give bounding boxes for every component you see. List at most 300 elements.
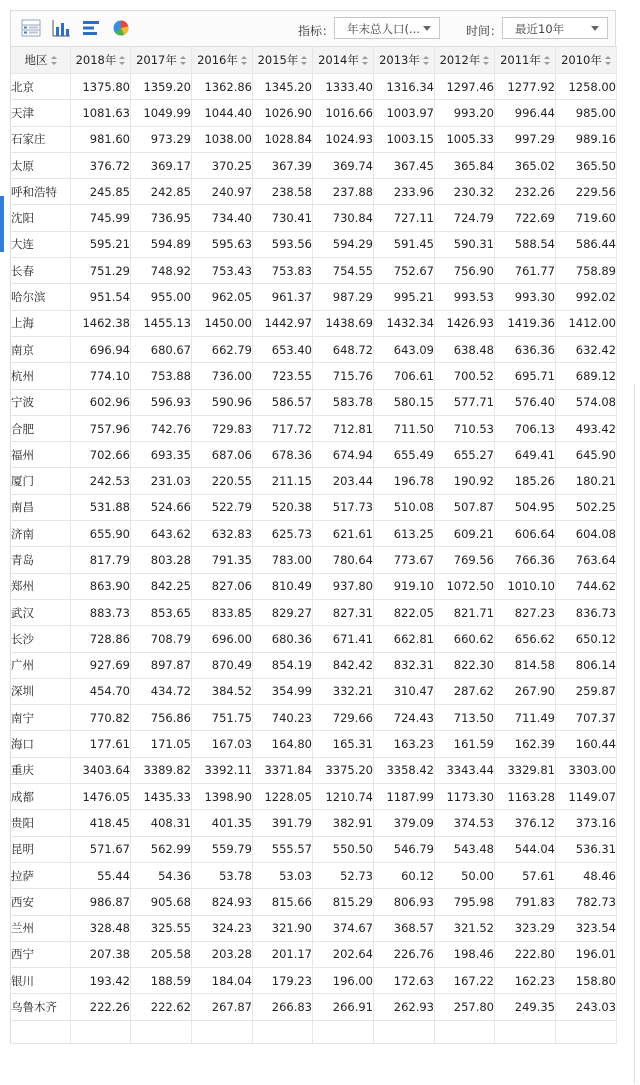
time-select-value: 最近10年 xyxy=(515,22,565,36)
region-cell: 成都 xyxy=(11,784,71,810)
value-cell: 207.38 xyxy=(71,941,131,967)
value-cell: 655.90 xyxy=(71,521,131,547)
value-cell: 719.60 xyxy=(556,205,617,231)
table-row xyxy=(11,626,617,652)
value-cell: 632.42 xyxy=(556,336,617,362)
value-cell: 742.76 xyxy=(131,415,192,441)
value-cell: 332.21 xyxy=(313,678,374,704)
value-cell: 418.45 xyxy=(71,810,131,836)
value-cell: 203.28 xyxy=(192,941,253,967)
region-cell: 银川 xyxy=(11,968,71,994)
value-cell: 376.12 xyxy=(495,810,556,836)
value-cell: 367.45 xyxy=(374,152,435,178)
table-row-empty xyxy=(11,1020,617,1043)
value-cell: 744.62 xyxy=(556,573,617,599)
value-cell: 648.72 xyxy=(313,336,374,362)
column-header-region[interactable] xyxy=(11,47,71,74)
column-header-label: 2018年 xyxy=(75,53,117,67)
value-cell: 233.96 xyxy=(374,179,435,205)
value-cell: 897.87 xyxy=(131,652,192,678)
value-cell: 1173.30 xyxy=(435,784,495,810)
value-cell: 649.41 xyxy=(495,442,556,468)
value-cell: 167.03 xyxy=(192,731,253,757)
indicator-select-value: 年末总人口(... xyxy=(347,22,420,36)
region-cell: 长沙 xyxy=(11,626,71,652)
value-cell: 769.56 xyxy=(435,547,495,573)
table-row xyxy=(11,889,617,915)
chevron-down-icon xyxy=(591,26,599,31)
value-cell: 806.93 xyxy=(374,889,435,915)
column-header-year[interactable] xyxy=(313,47,374,74)
value-cell: 962.05 xyxy=(192,284,253,310)
value-cell: 689.12 xyxy=(556,363,617,389)
value-cell: 524.66 xyxy=(131,494,192,520)
value-cell: 196.78 xyxy=(374,468,435,494)
value-cell: 550.50 xyxy=(313,836,374,862)
value-cell: 583.78 xyxy=(313,389,374,415)
empty-cell xyxy=(495,1020,556,1043)
region-cell: 济南 xyxy=(11,521,71,547)
value-cell: 696.94 xyxy=(71,336,131,362)
value-cell: 3375.20 xyxy=(313,757,374,783)
value-cell: 1003.97 xyxy=(374,100,435,126)
region-cell: 宁波 xyxy=(11,389,71,415)
value-cell: 842.42 xyxy=(313,652,374,678)
value-cell: 193.42 xyxy=(71,968,131,994)
region-cell: 沈阳 xyxy=(11,205,71,231)
sort-icon[interactable] xyxy=(301,56,307,65)
region-cell: 太原 xyxy=(11,152,71,178)
value-cell: 369.17 xyxy=(131,152,192,178)
value-cell: 243.03 xyxy=(556,994,617,1020)
value-cell: 1010.10 xyxy=(495,573,556,599)
value-cell: 321.52 xyxy=(435,915,495,941)
value-cell: 522.79 xyxy=(192,494,253,520)
value-cell: 373.16 xyxy=(556,810,617,836)
column-header-year[interactable] xyxy=(435,47,495,74)
table-row xyxy=(11,74,617,100)
sort-icon[interactable] xyxy=(605,56,611,65)
value-cell: 1003.15 xyxy=(374,126,435,152)
value-cell: 815.66 xyxy=(253,889,313,915)
value-cell: 625.73 xyxy=(253,521,313,547)
value-cell: 242.53 xyxy=(71,468,131,494)
value-cell: 196.01 xyxy=(556,941,617,967)
column-header-label: 2017年 xyxy=(136,53,177,67)
value-cell: 713.50 xyxy=(435,705,495,731)
value-cell: 761.77 xyxy=(495,258,556,284)
value-cell: 729.83 xyxy=(192,415,253,441)
value-cell: 700.52 xyxy=(435,363,495,389)
value-cell: 636.36 xyxy=(495,336,556,362)
column-header-label: 2010年 xyxy=(561,53,602,67)
region-cell: 西宁 xyxy=(11,941,71,967)
column-header-year[interactable] xyxy=(131,47,192,74)
value-cell: 574.08 xyxy=(556,389,617,415)
region-cell: 深圳 xyxy=(11,678,71,704)
value-cell: 680.67 xyxy=(131,336,192,362)
table-row xyxy=(11,231,617,257)
value-cell: 832.31 xyxy=(374,652,435,678)
bar-chart-icon[interactable] xyxy=(51,19,71,37)
value-cell: 586.57 xyxy=(253,389,313,415)
value-cell: 992.02 xyxy=(556,284,617,310)
value-cell: 562.99 xyxy=(131,836,192,862)
value-cell: 854.19 xyxy=(253,652,313,678)
value-cell: 706.13 xyxy=(495,415,556,441)
sort-icon[interactable] xyxy=(241,56,247,65)
value-cell: 1228.05 xyxy=(253,784,313,810)
region-cell: 郑州 xyxy=(11,573,71,599)
side-tab-indicator[interactable] xyxy=(0,196,4,252)
value-cell: 748.92 xyxy=(131,258,192,284)
value-cell: 1049.99 xyxy=(131,100,192,126)
horizontal-bar-chart-icon[interactable] xyxy=(81,19,101,37)
region-cell: 贵阳 xyxy=(11,810,71,836)
value-cell: 287.62 xyxy=(435,678,495,704)
table-row xyxy=(11,100,617,126)
value-cell: 596.93 xyxy=(131,389,192,415)
value-cell: 544.04 xyxy=(495,836,556,862)
region-cell: 兰州 xyxy=(11,915,71,941)
value-cell: 791.83 xyxy=(495,889,556,915)
value-cell: 57.61 xyxy=(495,862,556,888)
value-cell: 1442.97 xyxy=(253,310,313,336)
value-cell: 951.54 xyxy=(71,284,131,310)
value-cell: 158.80 xyxy=(556,968,617,994)
value-cell: 520.38 xyxy=(253,494,313,520)
value-cell: 324.23 xyxy=(192,915,253,941)
value-cell: 172.63 xyxy=(374,968,435,994)
value-cell: 3303.00 xyxy=(556,757,617,783)
value-cell: 650.12 xyxy=(556,626,617,652)
region-cell: 广州 xyxy=(11,652,71,678)
sort-icon[interactable] xyxy=(119,56,125,65)
value-cell: 267.90 xyxy=(495,678,556,704)
column-header-year[interactable] xyxy=(253,47,313,74)
table-row xyxy=(11,731,617,757)
value-cell: 662.79 xyxy=(192,336,253,362)
time-label: 时间： xyxy=(466,24,503,38)
table-row xyxy=(11,941,617,967)
value-cell: 3403.64 xyxy=(71,757,131,783)
region-cell: 哈尔滨 xyxy=(11,284,71,310)
value-cell: 588.54 xyxy=(495,231,556,257)
column-header-label: 2011年 xyxy=(500,53,541,67)
value-cell: 638.48 xyxy=(435,336,495,362)
value-cell: 171.05 xyxy=(131,731,192,757)
value-cell: 724.79 xyxy=(435,205,495,231)
region-cell: 合肥 xyxy=(11,415,71,441)
empty-cell xyxy=(192,1020,253,1043)
region-cell: 北京 xyxy=(11,74,71,100)
value-cell: 927.69 xyxy=(71,652,131,678)
value-cell: 368.57 xyxy=(374,915,435,941)
table-row xyxy=(11,521,617,547)
value-cell: 594.29 xyxy=(313,231,374,257)
value-cell: 1297.46 xyxy=(435,74,495,100)
value-cell: 257.80 xyxy=(435,994,495,1020)
value-cell: 752.67 xyxy=(374,258,435,284)
value-cell: 238.58 xyxy=(253,179,313,205)
value-cell: 237.88 xyxy=(313,179,374,205)
value-cell: 757.96 xyxy=(71,415,131,441)
value-cell: 384.52 xyxy=(192,678,253,704)
value-cell: 905.68 xyxy=(131,889,192,915)
value-cell: 643.09 xyxy=(374,336,435,362)
value-cell: 3329.81 xyxy=(495,757,556,783)
value-cell: 226.76 xyxy=(374,941,435,967)
value-cell: 54.36 xyxy=(131,862,192,888)
table-row xyxy=(11,678,617,704)
value-cell: 770.82 xyxy=(71,705,131,731)
value-cell: 937.80 xyxy=(313,573,374,599)
value-cell: 653.40 xyxy=(253,336,313,362)
value-cell: 763.64 xyxy=(556,547,617,573)
value-cell: 1398.90 xyxy=(192,784,253,810)
value-cell: 1005.33 xyxy=(435,126,495,152)
sort-icon[interactable] xyxy=(51,56,57,65)
value-cell: 995.21 xyxy=(374,284,435,310)
value-cell: 198.46 xyxy=(435,941,495,967)
value-cell: 602.96 xyxy=(71,389,131,415)
region-cell: 长春 xyxy=(11,258,71,284)
value-cell: 543.48 xyxy=(435,836,495,862)
region-cell: 石家庄 xyxy=(11,126,71,152)
value-cell: 55.44 xyxy=(71,862,131,888)
value-cell: 328.48 xyxy=(71,915,131,941)
value-cell: 590.96 xyxy=(192,389,253,415)
value-cell: 604.08 xyxy=(556,521,617,547)
value-cell: 680.36 xyxy=(253,626,313,652)
empty-cell xyxy=(11,1020,71,1043)
value-cell: 715.76 xyxy=(313,363,374,389)
sort-icon[interactable] xyxy=(423,56,429,65)
column-header-label: 2015年 xyxy=(257,53,299,67)
table-row xyxy=(11,599,617,625)
value-cell: 591.45 xyxy=(374,231,435,257)
value-cell: 188.59 xyxy=(131,968,192,994)
value-cell: 993.30 xyxy=(495,284,556,310)
value-cell: 576.40 xyxy=(495,389,556,415)
value-cell: 722.69 xyxy=(495,205,556,231)
value-cell: 577.71 xyxy=(435,389,495,415)
value-cell: 48.46 xyxy=(556,862,617,888)
value-cell: 740.23 xyxy=(253,705,313,731)
table-row xyxy=(11,705,617,731)
pie-chart-icon[interactable] xyxy=(111,19,131,37)
region-cell: 大连 xyxy=(11,231,71,257)
scroll-edge xyxy=(634,384,635,1084)
value-cell: 824.93 xyxy=(192,889,253,915)
column-header-label: 2014年 xyxy=(318,53,359,67)
region-cell: 南京 xyxy=(11,336,71,362)
value-cell: 774.10 xyxy=(71,363,131,389)
empty-cell xyxy=(313,1020,374,1043)
value-cell: 595.21 xyxy=(71,231,131,257)
sort-icon[interactable] xyxy=(483,56,489,65)
column-header-year[interactable] xyxy=(71,47,131,74)
value-cell: 973.29 xyxy=(131,126,192,152)
value-cell: 810.49 xyxy=(253,573,313,599)
value-cell: 1455.13 xyxy=(131,310,192,336)
value-cell: 507.87 xyxy=(435,494,495,520)
value-cell: 829.27 xyxy=(253,599,313,625)
value-cell: 1044.40 xyxy=(192,100,253,126)
value-cell: 586.44 xyxy=(556,231,617,257)
value-cell: 1375.80 xyxy=(71,74,131,100)
value-cell: 662.81 xyxy=(374,626,435,652)
value-cell: 323.54 xyxy=(556,915,617,941)
value-cell: 660.62 xyxy=(435,626,495,652)
column-header-year[interactable] xyxy=(374,47,435,74)
table-row xyxy=(11,810,617,836)
column-header-label: 2016年 xyxy=(197,53,238,67)
value-cell: 571.67 xyxy=(71,836,131,862)
value-cell: 365.84 xyxy=(435,152,495,178)
sort-icon[interactable] xyxy=(180,56,186,65)
column-header-year[interactable] xyxy=(556,47,617,74)
value-cell: 202.64 xyxy=(313,941,374,967)
region-cell: 南宁 xyxy=(11,705,71,731)
value-cell: 756.86 xyxy=(131,705,192,731)
region-cell: 武汉 xyxy=(11,599,71,625)
value-cell: 791.35 xyxy=(192,547,253,573)
value-cell: 240.97 xyxy=(192,179,253,205)
value-cell: 1277.92 xyxy=(495,74,556,100)
value-cell: 821.71 xyxy=(435,599,495,625)
value-cell: 510.08 xyxy=(374,494,435,520)
value-cell: 259.87 xyxy=(556,678,617,704)
value-cell: 434.72 xyxy=(131,678,192,704)
value-cell: 184.04 xyxy=(192,968,253,994)
indicator-select[interactable] xyxy=(334,17,440,39)
value-cell: 782.73 xyxy=(556,889,617,915)
value-cell: 1419.36 xyxy=(495,310,556,336)
empty-cell xyxy=(435,1020,495,1043)
value-cell: 203.44 xyxy=(313,468,374,494)
value-cell: 220.55 xyxy=(192,468,253,494)
value-cell: 323.29 xyxy=(495,915,556,941)
value-cell: 391.79 xyxy=(253,810,313,836)
value-cell: 382.91 xyxy=(313,810,374,836)
value-cell: 745.99 xyxy=(71,205,131,231)
value-cell: 205.58 xyxy=(131,941,192,967)
value-cell: 736.95 xyxy=(131,205,192,231)
sort-icon[interactable] xyxy=(544,56,550,65)
value-cell: 593.56 xyxy=(253,231,313,257)
table-row xyxy=(11,336,617,362)
value-cell: 454.70 xyxy=(71,678,131,704)
value-cell: 870.49 xyxy=(192,652,253,678)
chevron-down-icon xyxy=(423,26,431,31)
value-cell: 504.95 xyxy=(495,494,556,520)
table-row xyxy=(11,547,617,573)
value-cell: 1038.00 xyxy=(192,126,253,152)
value-cell: 369.74 xyxy=(313,152,374,178)
value-cell: 517.73 xyxy=(313,494,374,520)
value-cell: 162.39 xyxy=(495,731,556,757)
population-table xyxy=(10,46,617,1044)
value-cell: 836.73 xyxy=(556,599,617,625)
region-cell: 福州 xyxy=(11,442,71,468)
value-cell: 734.40 xyxy=(192,205,253,231)
value-cell: 795.98 xyxy=(435,889,495,915)
value-cell: 806.14 xyxy=(556,652,617,678)
value-cell: 621.61 xyxy=(313,521,374,547)
value-cell: 201.17 xyxy=(253,941,313,967)
table-row xyxy=(11,205,617,231)
value-cell: 52.73 xyxy=(313,862,374,888)
value-cell: 997.29 xyxy=(495,126,556,152)
value-cell: 711.50 xyxy=(374,415,435,441)
value-cell: 245.85 xyxy=(71,179,131,205)
sort-icon[interactable] xyxy=(362,56,368,65)
table-view-icon[interactable] xyxy=(21,19,41,37)
value-cell: 267.87 xyxy=(192,994,253,1020)
value-cell: 53.03 xyxy=(253,862,313,888)
table-row xyxy=(11,784,617,810)
value-cell: 1333.40 xyxy=(313,74,374,100)
table-row xyxy=(11,442,617,468)
table-row xyxy=(11,994,617,1020)
region-cell: 呼和浩特 xyxy=(11,179,71,205)
table-row xyxy=(11,389,617,415)
value-cell: 232.26 xyxy=(495,179,556,205)
value-cell: 493.42 xyxy=(556,415,617,441)
table-row xyxy=(11,757,617,783)
region-cell: 厦门 xyxy=(11,468,71,494)
value-cell: 408.31 xyxy=(131,810,192,836)
value-cell: 164.80 xyxy=(253,731,313,757)
indicator-label: 指标： xyxy=(298,24,335,38)
value-cell: 955.00 xyxy=(131,284,192,310)
value-cell: 1258.00 xyxy=(556,74,617,100)
value-cell: 1081.63 xyxy=(71,100,131,126)
value-cell: 222.26 xyxy=(71,994,131,1020)
value-cell: 50.00 xyxy=(435,862,495,888)
value-cell: 753.83 xyxy=(253,258,313,284)
value-cell: 242.85 xyxy=(131,179,192,205)
value-cell: 230.32 xyxy=(435,179,495,205)
region-cell: 青岛 xyxy=(11,547,71,573)
value-cell: 724.43 xyxy=(374,705,435,731)
value-cell: 231.03 xyxy=(131,468,192,494)
time-select[interactable] xyxy=(502,17,608,39)
value-cell: 180.21 xyxy=(556,468,617,494)
value-cell: 1345.20 xyxy=(253,74,313,100)
value-cell: 712.81 xyxy=(313,415,374,441)
value-cell: 711.49 xyxy=(495,705,556,731)
empty-cell xyxy=(71,1020,131,1043)
value-cell: 671.41 xyxy=(313,626,374,652)
value-cell: 696.00 xyxy=(192,626,253,652)
value-cell: 160.44 xyxy=(556,731,617,757)
column-header-label: 2013年 xyxy=(379,53,420,67)
value-cell: 179.23 xyxy=(253,968,313,994)
table-row xyxy=(11,258,617,284)
value-cell: 555.57 xyxy=(253,836,313,862)
value-cell: 842.25 xyxy=(131,573,192,599)
value-cell: 1072.50 xyxy=(435,573,495,599)
value-cell: 177.61 xyxy=(71,731,131,757)
value-cell: 1149.07 xyxy=(556,784,617,810)
table-row xyxy=(11,915,617,941)
value-cell: 367.39 xyxy=(253,152,313,178)
column-header-year[interactable] xyxy=(495,47,556,74)
table-row xyxy=(11,862,617,888)
column-header-year[interactable] xyxy=(192,47,253,74)
